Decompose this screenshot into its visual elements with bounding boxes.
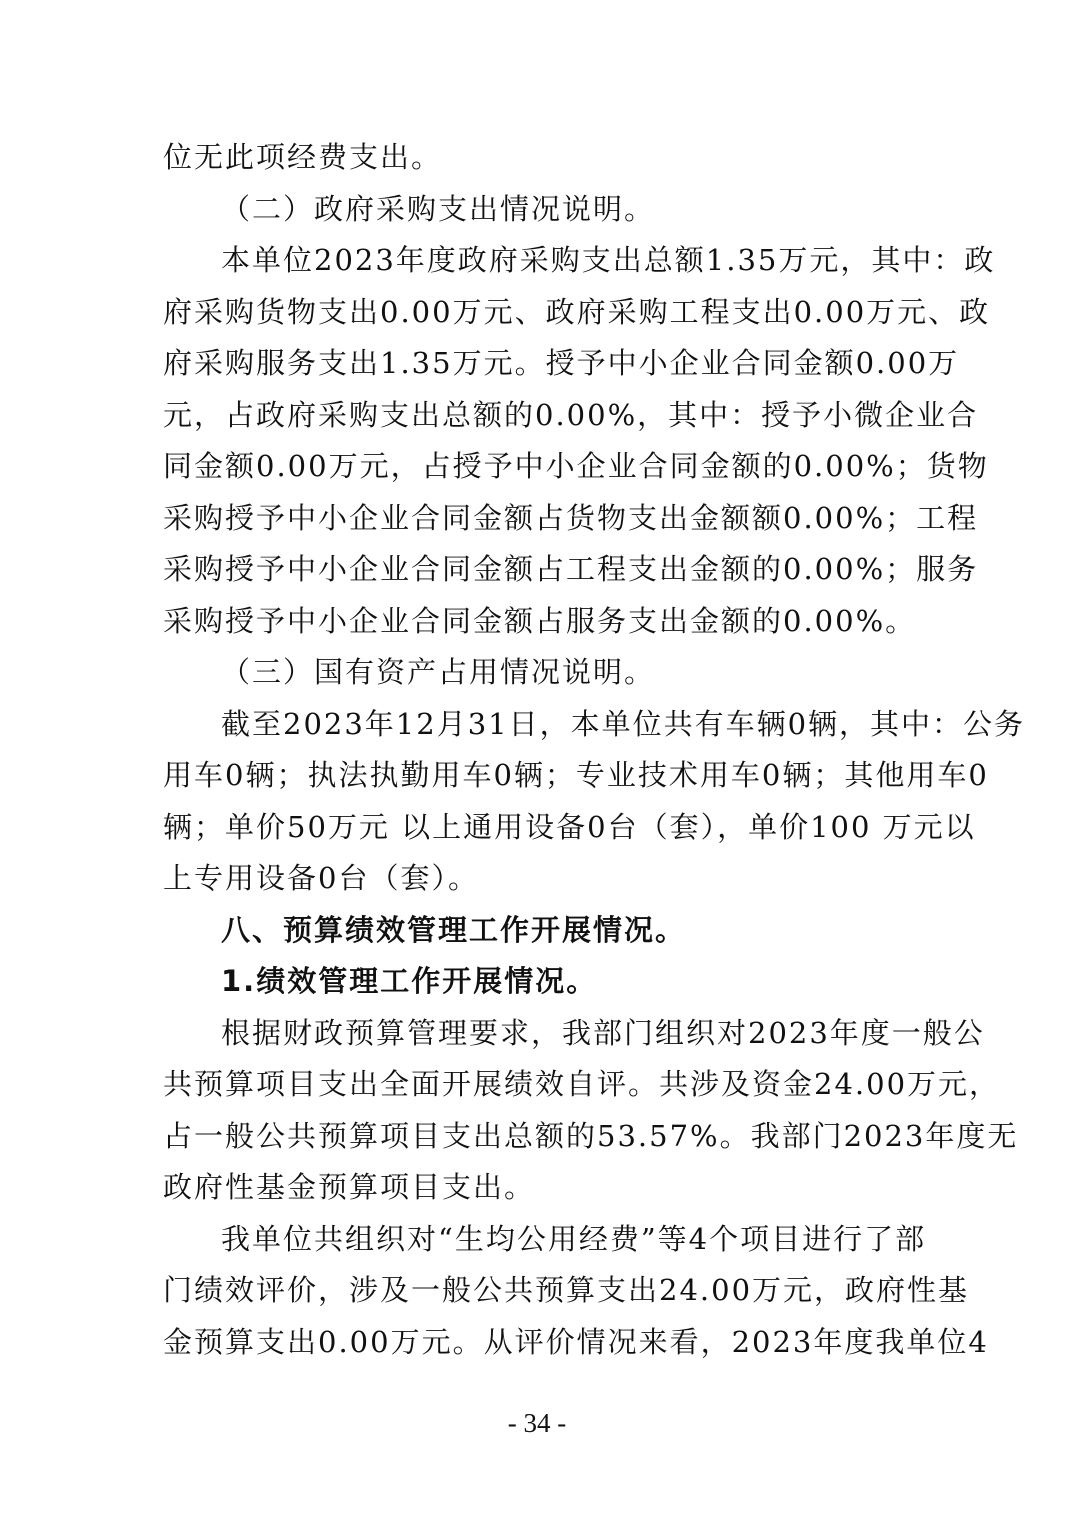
text-line: 政府性基金预算项目支出。 [163,1170,536,1204]
text-line: 府采购货物支出0.00万元、政府采购工程支出0.00万元、政 [163,294,991,329]
text-line: 同金额0.00万元，占授予中小企业合同金额的0.00%；货物 [163,449,989,483]
text-line: 采购授予中小企业合同金额占工程支出金额的0.00%；服务 [163,552,979,586]
text-line: 金预算支出0.00万元。从评价情况来看，2023年度我单位4 [163,1324,989,1359]
text-line: 我单位共组织对“生均公用经费”等4个项目进行了部 [221,1221,927,1256]
text-line: 位无此项经费支出。 [163,140,443,174]
text-line: 辆；单价50万元 以上通用设备0台（套），单价100 万元以 [163,809,976,844]
text-line: 采购授予中小企业合同金额占货物支出金额额0.00%；工程 [163,500,979,535]
text-line: 门绩效评价，涉及一般公共预算支出24.00万元，政府性基 [163,1273,970,1307]
text-line: 共预算项目支出全面开展绩效自评。共涉及资金24.00万元， [163,1067,1001,1101]
text-line: 占一般公共预算项目支出总额的53.57%。我部门2023年度无 [163,1118,1019,1153]
chapter-heading: 八、预算绩效管理工作开展情况。 [221,912,687,947]
text-line: 府采购服务支出1.35万元。授予中小企业合同金额0.00万 [163,346,960,380]
text-line: 根据财政预算管理要求，我部门组织对2023年度一般公 [221,1015,985,1050]
text-line: 截至2023年12月31日，本单位共有车辆0辆，其中：公务 [221,706,1026,741]
subsection-heading: 1.绩效管理工作开展情况。 [221,964,598,998]
page-number: - 34 - [507,1408,567,1438]
text-line: 上专用设备0台（套）。 [163,861,479,895]
section-heading: （二）政府采购支出情况说明。 [221,191,656,226]
text-line: 采购授予中小企业合同金额占服务支出金额的0.00%。 [163,603,917,638]
body-text [163,132,1026,1368]
text-line: 元，占政府采购支出总额的0.00%，其中：授予小微企业合 [163,397,979,432]
text-line: 本单位2023年度政府采购支出总额1.35万元，其中：政 [221,243,996,277]
text-line: 用车0辆；执法执勤用车0辆；专业技术用车0辆；其他用车0 [163,758,989,792]
section-heading: （三）国有资产占用情况说明。 [221,655,656,689]
